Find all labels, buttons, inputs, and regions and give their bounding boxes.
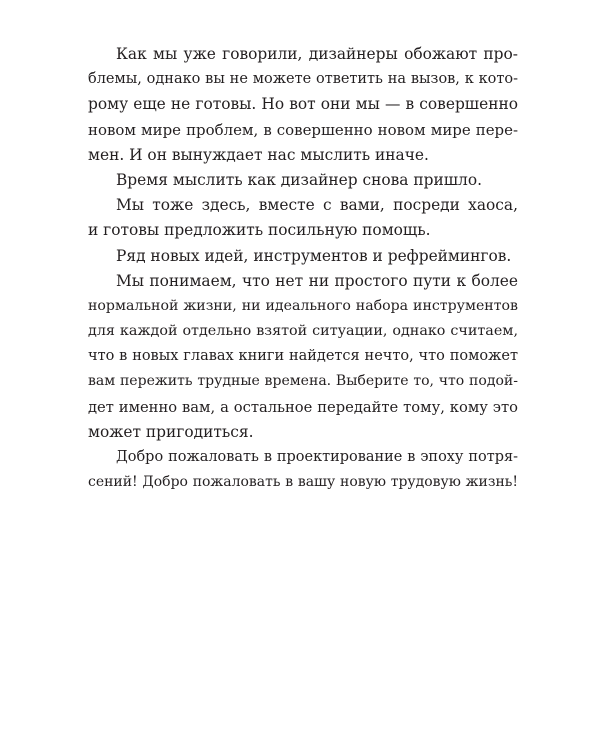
text-line: для каждой отдельно взятой ситуации, однако считаем, [88,323,518,340]
text-line: Как мы уже говорили, дизайнеры обожают про- [116,45,518,63]
text-line: новом мире проблем, в совершенно новом мире пере- [88,120,518,139]
text-line: Мы понимаем, что нет ни простого пути к более [116,271,518,290]
text-line: что в новых главах книги найдется нечто, что поможет [88,348,518,365]
text-line: сений! Добро пожаловать в вашу новую трудовую жизнь! [88,474,518,491]
text-line: дет именно вам, а остальное передайте тому, кому это [88,398,518,416]
text-line: Ряд новых идей, инструментов и рефреймингов. [116,246,512,265]
text-line: Мы тоже здесь, вместе с вами, посреди хаоса, [116,196,518,215]
body-text [88,42,518,495]
text-line: нормальной жизни, ни идеального набора инструментов [88,297,518,314]
text-line: Время мыслить как дизайнер снова пришло. [116,170,482,189]
text-line: Добро пожаловать в проектирование в эпоху потря- [116,449,518,465]
text-line: может пригодиться. [88,422,254,441]
text-line: рому еще не готовы. Но вот они мы — в совершенно [88,95,518,114]
text-line: блемы, однако вы не можете ответить на вызов, к кото- [88,71,518,88]
text-line: и готовы предложить посильную помощь. [88,221,431,240]
text-line: мен. И он вынуждает нас мыслить иначе. [88,145,429,164]
text-line: вам пережить трудные времена. Выберите то, что подой- [88,373,518,390]
